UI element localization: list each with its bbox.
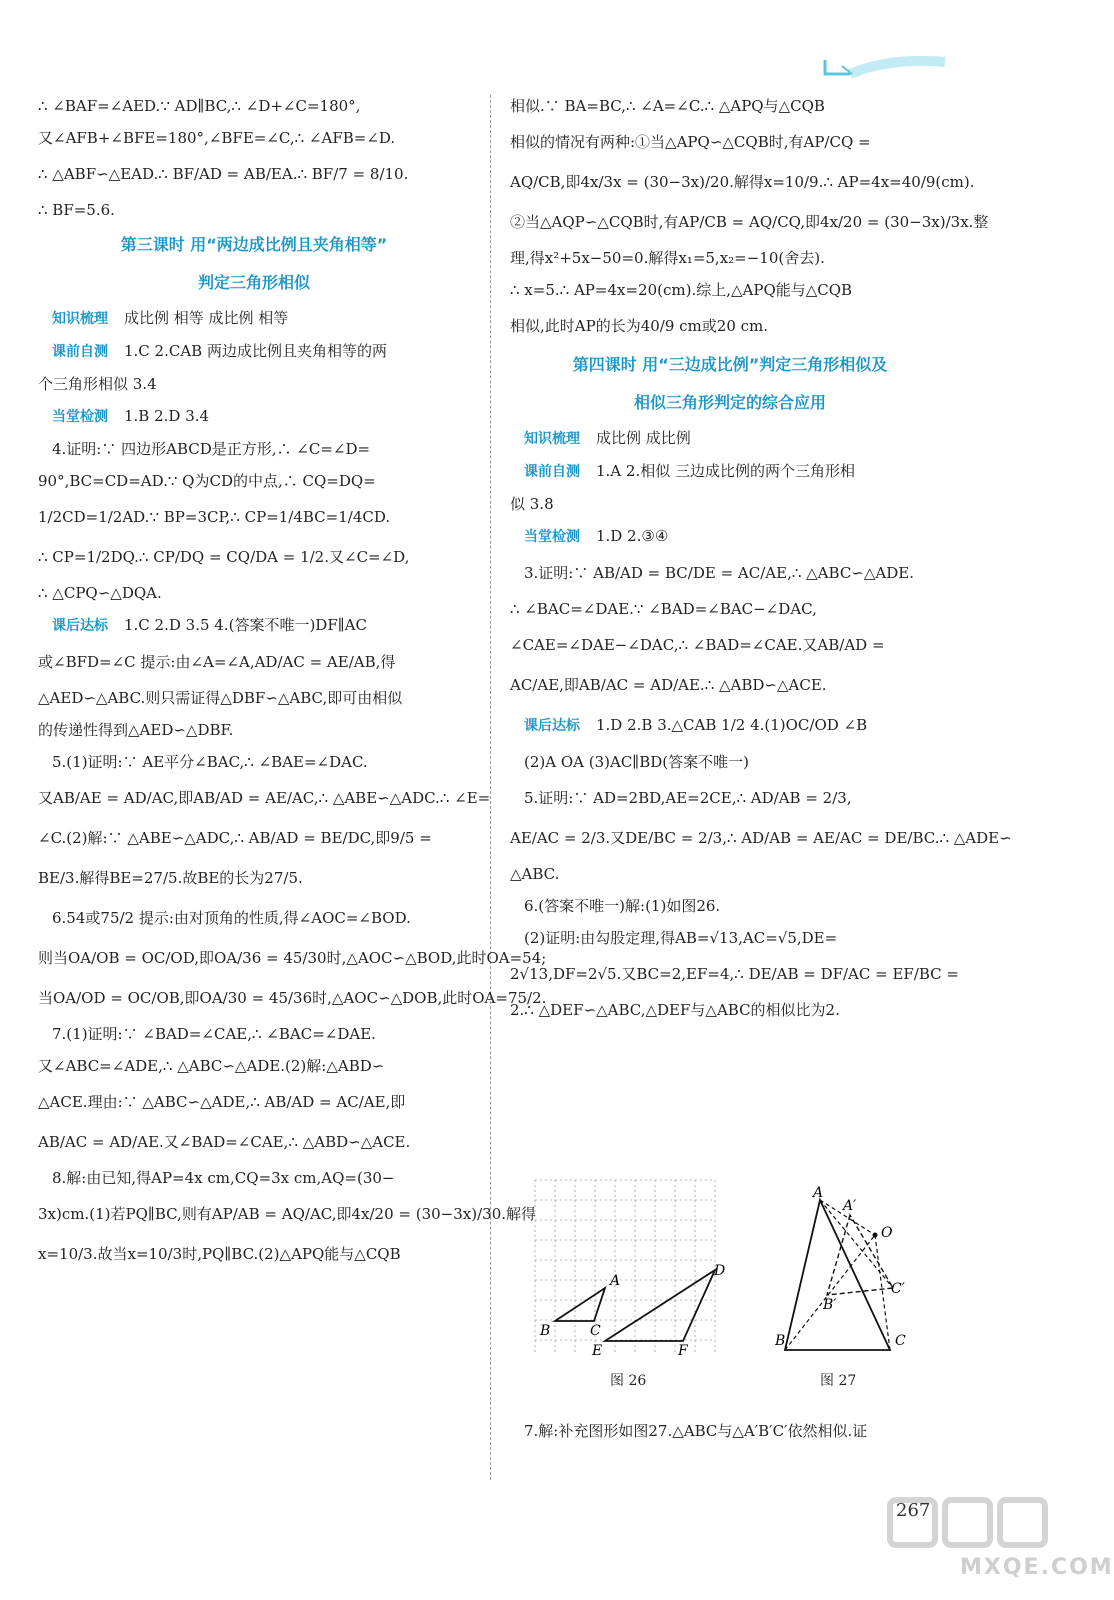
answer-text: 成比例 成比例 <box>596 429 691 447</box>
text-line: AE/AC = 2/3.又DE/BC = 2/3,∴ AD/AB = AE/AC = DE/BC.∴ △ADE∽ <box>510 829 1012 847</box>
text-line: 6.54或75/2 提示:由对顶角的性质,得∠AOC=∠BOD. <box>52 909 411 927</box>
text-line: 似 3.8 <box>510 495 554 513</box>
tag-label: 课前自测 <box>524 464 580 480</box>
label-c: C <box>590 1323 601 1339</box>
figure-26-grid <box>530 1175 726 1360</box>
tag-label: 知识梳理 <box>52 311 108 327</box>
text-line: 又AB/AE = AD/AC,即AB/AD = AE/AC,∴ △ABE∽△ADC.∴ ∠E= <box>38 789 491 807</box>
label-a: A <box>813 1185 824 1201</box>
header-decoration <box>820 52 950 82</box>
label-f: F <box>678 1343 688 1359</box>
text-line: 又∠ABC=∠ADE,∴ △ABC∽△ADE.(2)解:△ABD∽ <box>38 1057 385 1075</box>
text-line: 90°,BC=CD=AD.∵ Q为CD的中点,∴ CQ=DQ= <box>38 472 376 490</box>
answer-text: 成比例 相等 成比例 相等 <box>124 309 289 327</box>
section-heading: 第三课时 用“两边成比例且夹角相等” <box>120 235 388 254</box>
label-b: B <box>540 1323 551 1339</box>
right-column <box>510 95 1012 1031</box>
text-line: BE/3.解得BE=27/5.故BE的长为27/5. <box>38 869 303 887</box>
text-line: 3.证明:∵ AB/AD = BC/DE = AC/AE,∴ △ABC∽△ADE. <box>524 564 914 582</box>
column-divider <box>490 95 491 1480</box>
text-line: 7.解:补充图形如图27.△ABC与△A′B′C′依然相似.证 <box>524 1422 868 1440</box>
answer-text: 1.D 2.B 3.△CAB 1/2 4.(1)OC/OD ∠B <box>596 716 868 734</box>
text-line: △ABC. <box>510 865 560 883</box>
triangle-def <box>605 1270 715 1341</box>
text-line: AC/AE,即AB/AC = AD/AE.∴ △ABD∽△ACE. <box>510 676 827 694</box>
text-line: 5.(1)证明:∵ AE平分∠BAC,∴ ∠BAE=∠DAC. <box>52 753 368 771</box>
knowledge-review <box>510 427 950 450</box>
section-heading: 相似三角形判定的综合应用 <box>633 393 826 412</box>
text-line: 个三角形相似 3.4 <box>38 375 157 393</box>
text-line: 6.(答案不唯一)解:(1)如图26. <box>524 897 721 915</box>
text-line: 又∠AFB+∠BFE=180°,∠BFE=∠C,∴ ∠AFB=∠D. <box>38 129 396 147</box>
text-line: AQ/CB,即4x/3x = (30−3x)/20.解得x=10/9.∴ AP=4x=40/9(cm). <box>510 173 975 191</box>
section-heading: 判定三角形相似 <box>197 273 310 292</box>
text-line: 或∠BFD=∠C 提示:由∠A=∠A,AD/AC = AE/AB,得 <box>38 653 396 671</box>
after-class-goal <box>510 710 950 741</box>
text-line: ∴ △ABF∽△EAD.∴ BF/AD = AB/EA.∴ BF/7 = 8/10. <box>38 165 409 183</box>
text-line: △ACE.理由:∵ △ABC∽△ADE,∴ AB/AD = AC/AE,即 <box>38 1093 406 1111</box>
pre-class-test <box>510 460 950 483</box>
text-line: ∴ CP=1/2DQ.∴ CP/DQ = CQ/DA = 1/2.又∠C=∠D, <box>38 548 410 566</box>
text-line: ∠CAE=∠DAE−∠DAC,∴ ∠BAD=∠CAE.又AB/AD = <box>510 636 885 654</box>
point-o <box>873 1233 878 1238</box>
tag-label: 当堂检测 <box>524 529 580 545</box>
label-a: A <box>610 1273 621 1289</box>
tag-label: 当堂检测 <box>52 409 108 425</box>
label-a-prime: A′ <box>843 1198 857 1214</box>
text-line: 8.解:由已知,得AP=4x cm,CQ=3x cm,AQ=(30− <box>52 1169 395 1187</box>
figure-26-caption: 图 26 <box>610 1373 647 1389</box>
figures-area <box>530 1175 930 1405</box>
text-line: 则当OA/OB = OC/OD,即OA/36 = 45/30时,△AOC∽△BOD,此时OA=54; <box>38 949 547 967</box>
text-line: 5.证明:∵ AD=2BD,AE=2CE,∴ AD/AB = 2/3, <box>524 789 852 807</box>
triangle-abc <box>555 1288 605 1321</box>
text-line: ∴ BF=5.6. <box>38 201 115 219</box>
answer-text: 1.B 2.D 3.4 <box>124 407 210 425</box>
text-line: 相似的情况有两种:①当△APQ∽△CQB时,有AP/CQ = <box>510 133 871 151</box>
text-line: 相似.∵ BA=BC,∴ ∠A=∠C.∴ △APQ与△CQB <box>510 97 825 115</box>
text-line: 当OA/OD = OC/OB,即OA/30 = 45/36时,△AOC∽△DOB,此时OA=75/2. <box>38 989 547 1007</box>
page-number: 267 <box>896 1500 931 1521</box>
text-line: (2)A OA (3)AC∥BD(答案不唯一) <box>524 753 749 771</box>
tag-label: 课后达标 <box>524 718 580 734</box>
text-line: ∴ x=5.∴ AP=4x=20(cm).综上,△APQ能与△CQB <box>510 281 853 299</box>
text-line: 相似,此时AP的长为40/9 cm或20 cm. <box>510 317 769 335</box>
tag-label: 知识梳理 <box>524 431 580 447</box>
answer-text: 1.D 2.③④ <box>596 527 669 545</box>
label-b-prime: B′ <box>823 1297 837 1313</box>
label-d: D <box>714 1263 726 1279</box>
tag-label: 课前自测 <box>52 344 108 360</box>
label-e: E <box>592 1343 603 1359</box>
figure-27 <box>765 1185 935 1349</box>
text-line: AB/AC = AD/AE.又∠BAD=∠CAE,∴ △ABD∽△ACE. <box>38 1133 411 1151</box>
answer-text: 1.A 2.相似 三边成比例的两个三角形相 <box>596 462 855 480</box>
triangle-abc-large <box>785 1200 890 1350</box>
text-line: 2.∴ △DEF∽△ABC,△DEF与△ABC的相似比为2. <box>510 1001 840 1019</box>
text-line: △AED∽△ABC.则只需证得△DBF∽△ABC,即可由相似 <box>38 689 403 707</box>
text-line: 理,得x²+5x−50=0.解得x₁=5,x₂=−10(舍去). <box>510 249 825 267</box>
text-line: 2√13,DF=2√5.又BC=2,EF=4,∴ DE/AB = DF/AC = EF/BC = <box>510 965 959 983</box>
label-o: O <box>881 1225 893 1241</box>
text-line: 3x)cm.(1)若PQ∥BC,则有AP/AB = AQ/AC,即4x/20 = (30−3x)/30.解得 <box>38 1205 537 1223</box>
text-line: ∴ ∠BAC=∠DAE.∵ ∠BAD=∠BAC−∠DAC, <box>510 600 817 618</box>
text-line: (2)证明:由勾股定理,得AB=√13,AC=√5,DE= <box>524 929 838 947</box>
after-class-goal <box>38 614 470 637</box>
pre-class-test <box>38 340 470 363</box>
label-b: B <box>775 1333 786 1349</box>
text-line: 7.(1)证明:∵ ∠BAD=∠CAE,∴ ∠BAC=∠DAE. <box>52 1025 376 1043</box>
text-line: 1/2CD=1/2AD.∵ BP=3CP,∴ CP=1/4BC=1/4CD. <box>38 508 391 526</box>
text-line: ∴ ∠BAF=∠AED.∵ AD∥BC,∴ ∠D+∠C=180°, <box>38 97 361 115</box>
knowledge-review <box>38 307 470 330</box>
label-c: C <box>895 1333 906 1349</box>
section-heading: 第四课时 用“三边成比例”判定三角形相似及 <box>572 355 888 374</box>
tag-label: 课后达标 <box>52 618 108 634</box>
label-c-prime: C′ <box>891 1281 905 1297</box>
answer-text: 1.C 2.CAB 两边成比例且夹角相等的两 <box>124 342 387 360</box>
answer-text: 1.C 2.D 3.5 4.(答案不唯一)DF∥AC <box>124 616 367 634</box>
watermark-text: MXQE.COM <box>960 1555 1114 1580</box>
in-class-test <box>510 525 950 548</box>
in-class-test <box>38 405 470 428</box>
text-line: ∠C.(2)解:∵ △ABE∽△ADC,∴ AB/AD = BE/DC,即9/5 = <box>38 829 432 847</box>
text-line: 的传递性得到△AED∽△DBF. <box>38 721 234 739</box>
text-line: ②当△AQP∽△CQB时,有AP/CB = AQ/CQ,即4x/20 = (30−3x)/3x.整 <box>510 213 989 231</box>
text-line: 4.证明:∵ 四边形ABCD是正方形,∴ ∠C=∠D= <box>52 440 371 458</box>
text-line: x=10/3.故当x=10/3时,PQ∥BC.(2)△APQ能与△CQB <box>38 1245 401 1263</box>
figure-27-caption: 图 27 <box>820 1373 857 1389</box>
text-line: ∴ △CPQ∽△DQA. <box>38 584 162 602</box>
